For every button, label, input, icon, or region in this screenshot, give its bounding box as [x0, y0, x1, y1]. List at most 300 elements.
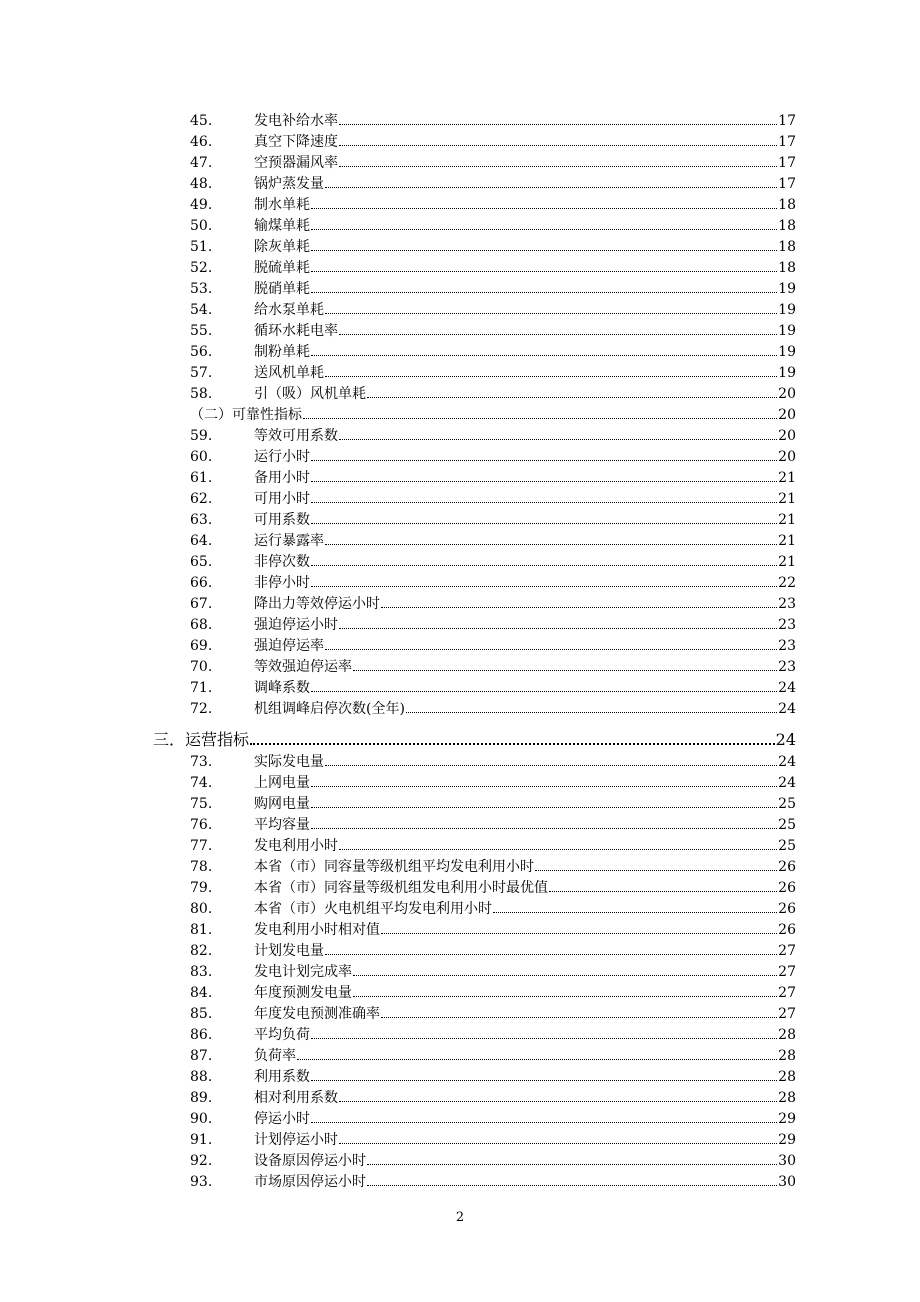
toc-dot-leader [367, 1164, 777, 1165]
toc-entry-title: 调峰系数 [254, 680, 310, 696]
toc-entry-page: 19 [778, 302, 796, 318]
toc-entry-title-wrap [254, 468, 778, 489]
toc-entry-page: 28 [778, 1048, 796, 1064]
toc-dot-leader [339, 628, 777, 629]
toc-entry-number: 50. [190, 218, 213, 234]
toc-dot-leader [311, 586, 777, 587]
toc-entry-number: 89. [190, 1090, 213, 1106]
toc-entry-page: 25 [778, 838, 796, 854]
toc-entry[interactable] [190, 279, 796, 300]
toc-entry[interactable] [190, 594, 796, 615]
toc-entry-title-wrap [254, 426, 778, 447]
toc-dot-leader [367, 397, 777, 398]
toc-entry-page: 23 [778, 659, 796, 675]
toc-entry-page: 23 [778, 617, 796, 633]
toc-subsection-heading[interactable] [190, 405, 796, 426]
toc-entry-page: 20 [778, 407, 796, 423]
toc-entry-title: 备用小时 [254, 470, 310, 486]
toc-entry-number: 57. [190, 365, 213, 381]
toc-entry-page: 19 [778, 365, 796, 381]
toc-entry-title-wrap [254, 836, 778, 857]
toc-entry-title-wrap [254, 573, 778, 594]
toc-entry[interactable] [190, 1004, 796, 1025]
toc-entry-title: 本省（市）火电机组平均发电利用小时 [254, 901, 492, 917]
toc-dot-leader [311, 502, 777, 503]
toc-entry-number: 49. [190, 197, 213, 213]
toc-entry-title: 引（吸）风机单耗 [254, 386, 366, 402]
toc-entry-title: 机组调峰启停次数(全年) [254, 701, 405, 717]
toc-entry-title: 平均容量 [254, 817, 310, 833]
toc-entry-page: 18 [778, 239, 796, 255]
toc-entry-page: 26 [778, 880, 796, 896]
toc-entry[interactable] [190, 815, 796, 836]
toc-dot-leader [339, 849, 777, 850]
toc-entry-number: 80. [190, 901, 213, 917]
toc-entry[interactable] [190, 1172, 796, 1193]
toc-entry-number: 87. [190, 1048, 213, 1064]
toc-entry-page: 20 [778, 428, 796, 444]
toc-entry-page: 26 [778, 922, 796, 938]
toc-entry[interactable] [190, 941, 796, 962]
toc-entry-title-wrap [254, 363, 778, 384]
toc-entry-number: 68. [190, 617, 213, 633]
toc-dot-leader [381, 607, 777, 608]
toc-entry-title-wrap [254, 941, 778, 962]
toc-entry-title-wrap [254, 899, 778, 920]
toc-entry-number: 61. [190, 470, 213, 486]
toc-entry-title: 脱硫单耗 [254, 260, 310, 276]
toc-entry-title-wrap [254, 794, 778, 815]
toc-entry-number: 93. [190, 1174, 213, 1190]
toc-entry-number: 77. [190, 838, 213, 854]
toc-dot-leader [311, 229, 777, 230]
toc-dot-leader [549, 891, 777, 892]
toc-entry-title: 发电利用小时相对值 [254, 922, 380, 938]
toc-entry-title: 上网电量 [254, 775, 310, 791]
toc-dot-leader [311, 1080, 777, 1081]
toc-entry-title: 给水泵单耗 [254, 302, 324, 318]
toc-entry-number: 54. [190, 302, 213, 318]
toc-entry-page: 21 [778, 491, 796, 507]
toc-entry-title: 年度发电预测准确率 [254, 1006, 380, 1022]
toc-entry[interactable] [190, 1109, 796, 1130]
toc-dot-leader [325, 765, 777, 766]
toc-dot-leader [339, 334, 777, 335]
toc-entry-title: 除灰单耗 [254, 239, 310, 255]
toc-entry-page: 26 [778, 859, 796, 875]
toc-entry-title-wrap [254, 815, 778, 836]
toc-dot-leader [325, 376, 777, 377]
toc-entry-title-wrap [254, 174, 778, 195]
toc-entry-title-wrap [153, 728, 776, 752]
toc-entry-number: 52. [190, 260, 213, 276]
toc-entry[interactable] [190, 132, 796, 153]
toc-entry-number: 67. [190, 596, 213, 612]
toc-entry-page: 24 [778, 680, 796, 696]
toc-dot-leader [406, 712, 777, 713]
toc-entry-number: 64. [190, 533, 213, 549]
toc-entry-title: 相对利用系数 [254, 1090, 338, 1106]
toc-entry-title-wrap [254, 342, 778, 363]
toc-entry-number: 55. [190, 323, 213, 339]
toc-entry[interactable] [190, 384, 796, 405]
toc-entry-title: 降出力等效停运小时 [254, 596, 380, 612]
toc-entry-title-wrap [254, 636, 778, 657]
toc-entry-title: 强迫停运率 [254, 638, 324, 654]
toc-entry[interactable] [190, 899, 796, 920]
toc-entry-number: 84. [190, 985, 213, 1001]
toc-entry-title: 等效强迫停运率 [254, 659, 352, 675]
toc-dot-leader [325, 544, 777, 545]
toc-entry-title: 强迫停运小时 [254, 617, 338, 633]
toc-entry-page: 28 [778, 1069, 796, 1085]
toc-entry-page: 24 [775, 730, 796, 749]
toc-dot-leader [303, 418, 777, 419]
toc-dot-leader [353, 996, 777, 997]
toc-entry-title: 发电利用小时 [254, 838, 338, 854]
toc-entry-number: 85. [190, 1006, 213, 1022]
toc-entry[interactable] [190, 752, 796, 773]
toc-entry-number: 45. [190, 113, 213, 129]
toc-entry-title: 购网电量 [254, 796, 310, 812]
toc-dot-leader [325, 313, 777, 314]
toc-entry-number: 74. [190, 775, 213, 791]
toc-entry-title-wrap [254, 552, 778, 573]
toc-entry-title: 计划停运小时 [254, 1132, 338, 1148]
toc-entry-number: 82. [190, 943, 213, 959]
toc-entry[interactable] [190, 678, 796, 699]
toc-entry-title: 实际发电量 [254, 754, 324, 770]
toc-entry[interactable] [190, 300, 796, 321]
toc-entry[interactable] [190, 573, 796, 594]
toc-entry-title-wrap [254, 447, 778, 468]
toc-entry-title-wrap [254, 531, 778, 552]
toc-dot-leader [535, 870, 777, 871]
toc-entry-page: 23 [778, 638, 796, 654]
toc-entry-title: 等效可用系数 [254, 428, 338, 444]
toc-entry-title-wrap [254, 216, 778, 237]
toc-entry-page: 24 [778, 775, 796, 791]
toc-entry-title-wrap [254, 300, 778, 321]
toc-entry[interactable] [190, 878, 796, 899]
toc-entry[interactable] [190, 510, 796, 531]
toc-dot-leader [325, 649, 777, 650]
toc-entry-number: 60. [190, 449, 213, 465]
toc-entry-number: 76. [190, 817, 213, 833]
toc-dot-leader [311, 1038, 777, 1039]
toc-entry-title: 设备原因停运小时 [254, 1153, 366, 1169]
toc-entry-page: 27 [778, 964, 796, 980]
toc-entry-page: 21 [778, 470, 796, 486]
toc-entry-number: 63. [190, 512, 213, 528]
toc-dot-leader [353, 975, 777, 976]
toc-entry-number: 47. [190, 155, 213, 171]
toc-entry-title-wrap [254, 111, 778, 132]
toc-entry-page: 18 [778, 197, 796, 213]
toc-dot-leader [311, 807, 777, 808]
toc-entry[interactable] [190, 216, 796, 237]
toc-entry-page: 17 [778, 134, 796, 150]
toc-entry[interactable] [190, 615, 796, 636]
toc-entry-page: 19 [778, 281, 796, 297]
toc-entry-number: 58. [190, 386, 213, 402]
toc-entry-title: 可用系数 [254, 512, 310, 528]
toc-section-heading[interactable] [153, 728, 796, 752]
toc-entry-title-wrap [254, 1046, 778, 1067]
toc-entry-title-wrap [254, 1004, 778, 1025]
toc-dot-leader [339, 439, 777, 440]
toc-entry-page: 25 [778, 796, 796, 812]
toc-entry[interactable] [190, 426, 796, 447]
toc-entry[interactable] [190, 447, 796, 468]
toc-entry-title: 发电计划完成率 [254, 964, 352, 980]
toc-entry-title-wrap [254, 384, 778, 405]
toc-dot-leader [311, 271, 777, 272]
toc-entry-title-wrap [254, 920, 778, 941]
toc-entry-title-wrap [254, 258, 778, 279]
toc-dot-leader [339, 166, 777, 167]
toc-entry-number: 62. [190, 491, 213, 507]
toc-entry-title: 运行小时 [254, 449, 310, 465]
toc-entry[interactable] [190, 1151, 796, 1172]
toc-entry-title-wrap [254, 773, 778, 794]
toc-dot-leader [339, 145, 777, 146]
toc-entry-title: 本省（市）同容量等级机组平均发电利用小时 [254, 859, 534, 875]
toc-entry[interactable] [190, 773, 796, 794]
toc-entry-title: （二）可靠性指标 [190, 407, 302, 423]
toc-entry-title-wrap [254, 510, 778, 531]
toc-entry-title-wrap [254, 489, 778, 510]
toc-dot-leader [311, 828, 777, 829]
toc-entry-page: 20 [778, 386, 796, 402]
toc-entry[interactable] [190, 1067, 796, 1088]
toc-entry-page: 30 [778, 1153, 796, 1169]
toc-entry-title-wrap [254, 321, 778, 342]
toc-entry[interactable] [190, 836, 796, 857]
toc-entry[interactable] [190, 920, 796, 941]
toc-entry-title-wrap [254, 752, 778, 773]
toc-entry-title: 非停小时 [254, 575, 310, 591]
toc-entry-title: 利用系数 [254, 1069, 310, 1085]
toc-dot-leader [297, 1059, 777, 1060]
toc-dot-leader [381, 933, 777, 934]
toc-entry[interactable] [190, 857, 796, 878]
toc-entry-page: 21 [778, 512, 796, 528]
toc-entry-page: 17 [778, 113, 796, 129]
toc-dot-leader [311, 481, 777, 482]
toc-entry-number: 79. [190, 880, 213, 896]
toc-entry[interactable] [190, 153, 796, 174]
toc-entry-page: 20 [778, 449, 796, 465]
toc-entry-page: 28 [778, 1090, 796, 1106]
toc-entry-number: 46. [190, 134, 213, 150]
toc-entry[interactable] [190, 983, 796, 1004]
toc-entry-number: 53. [190, 281, 213, 297]
toc-entry[interactable] [190, 321, 796, 342]
toc-entry-number: 70. [190, 659, 213, 675]
toc-entry-title-wrap [254, 1067, 778, 1088]
toc-entry[interactable] [190, 552, 796, 573]
toc-entry[interactable] [190, 174, 796, 195]
toc-entry[interactable] [190, 111, 796, 132]
toc-entry-number: 81. [190, 922, 213, 938]
toc-entry-number: 86. [190, 1027, 213, 1043]
toc-entry[interactable] [190, 699, 796, 720]
toc-entry[interactable] [190, 363, 796, 384]
toc-entry[interactable] [190, 237, 796, 258]
toc-entry-title: 循环水耗电率 [254, 323, 338, 339]
toc-entry-title: 可用小时 [254, 491, 310, 507]
toc-entry[interactable] [190, 468, 796, 489]
toc-entry-title: 本省（市）同容量等级机组发电利用小时最优值 [254, 880, 548, 896]
toc-entry-page: 29 [778, 1111, 796, 1127]
toc-entry[interactable] [190, 1130, 796, 1151]
toc-entry-page: 28 [778, 1027, 796, 1043]
toc-entry-title-wrap [254, 1109, 778, 1130]
toc-entry-page: 21 [778, 554, 796, 570]
toc-entry-title-wrap [254, 1025, 778, 1046]
toc-entry[interactable] [190, 489, 796, 510]
toc-entry-title-wrap [254, 657, 778, 678]
toc-entry-title: 计划发电量 [254, 943, 324, 959]
toc-entry-title-wrap [254, 962, 778, 983]
toc-entry[interactable] [190, 258, 796, 279]
toc-dot-leader [250, 743, 775, 745]
toc-entry-title-wrap [254, 594, 778, 615]
toc-entry-page: 18 [778, 218, 796, 234]
toc-entry-title-wrap [254, 237, 778, 258]
toc-dot-leader [311, 565, 777, 566]
toc-entry-title-wrap [254, 699, 778, 720]
toc-entry-title-wrap [254, 678, 778, 699]
toc-entry-number: 71. [190, 680, 213, 696]
toc-entry-title: 送风机单耗 [254, 365, 324, 381]
toc-entry[interactable] [190, 195, 796, 216]
toc-dot-leader [339, 1143, 777, 1144]
toc-entry-page: 27 [778, 943, 796, 959]
toc-entry[interactable] [190, 636, 796, 657]
toc-dot-leader [311, 208, 777, 209]
toc-entry-title: 运行暴露率 [254, 533, 324, 549]
toc-entry-number: 59. [190, 428, 213, 444]
toc-entry[interactable] [190, 531, 796, 552]
toc-entry-page: 25 [778, 817, 796, 833]
toc-entry-title: 年度预测发电量 [254, 985, 352, 1001]
toc-entry-title-wrap [254, 1151, 778, 1172]
toc-entry-number: 90. [190, 1111, 213, 1127]
toc-entry[interactable] [190, 962, 796, 983]
toc-entry-page: 29 [778, 1132, 796, 1148]
toc-entry-title-wrap [254, 132, 778, 153]
table-of-contents [0, 111, 920, 1193]
toc-entry-title: 制水单耗 [254, 197, 310, 213]
toc-entry-number: 65. [190, 554, 213, 570]
toc-entry-number: 78. [190, 859, 213, 875]
toc-dot-leader [325, 954, 777, 955]
toc-entry-title-wrap [254, 1130, 778, 1151]
toc-entry-page: 24 [778, 701, 796, 717]
toc-entry-title: 市场原因停运小时 [254, 1174, 366, 1190]
toc-entry-page: 26 [778, 901, 796, 917]
toc-dot-leader [311, 691, 777, 692]
toc-entry-title: 真空下降速度 [254, 134, 338, 150]
toc-entry-title-wrap [254, 878, 778, 899]
toc-dot-leader [311, 786, 777, 787]
toc-entry-title: 平均负荷 [254, 1027, 310, 1043]
toc-entry-title: 脱硝单耗 [254, 281, 310, 297]
toc-entry-title: 空预器漏风率 [254, 155, 338, 171]
toc-entry[interactable] [190, 657, 796, 678]
toc-entry-title-wrap [254, 153, 778, 174]
toc-entry-number: 69. [190, 638, 213, 654]
toc-entry[interactable] [190, 1088, 796, 1109]
toc-entry-number: 72. [190, 701, 213, 717]
toc-entry-title: 输煤单耗 [254, 218, 310, 234]
toc-dot-leader [311, 460, 777, 461]
toc-entry-title: 停运小时 [254, 1111, 310, 1127]
toc-dot-leader [353, 670, 777, 671]
toc-entry-title: 负荷率 [254, 1048, 296, 1064]
toc-entry-page: 24 [778, 754, 796, 770]
toc-dot-leader [311, 1122, 777, 1123]
toc-dot-leader [311, 523, 777, 524]
toc-entry-title: 锅炉蒸发量 [254, 176, 324, 192]
toc-entry-title: 发电补给水率 [254, 113, 338, 129]
toc-entry[interactable] [190, 342, 796, 363]
toc-entry-page: 27 [778, 1006, 796, 1022]
toc-entry-title-wrap [254, 1088, 778, 1109]
toc-entry-title: 三．运营指标 [153, 730, 250, 749]
toc-entry-number: 88. [190, 1069, 213, 1085]
toc-dot-leader [339, 1101, 777, 1102]
toc-entry-page: 19 [778, 323, 796, 339]
toc-entry-title-wrap [254, 195, 778, 216]
toc-dot-leader [339, 124, 777, 125]
toc-dot-leader [311, 292, 777, 293]
toc-entry[interactable] [190, 1025, 796, 1046]
toc-dot-leader [367, 1185, 777, 1186]
toc-entry-title-wrap [254, 857, 778, 878]
toc-entry-title: 制粉单耗 [254, 344, 310, 360]
toc-entry-number: 83. [190, 964, 213, 980]
toc-entry-page: 21 [778, 533, 796, 549]
toc-entry-page: 27 [778, 985, 796, 1001]
page-number: 2 [455, 1210, 465, 1225]
toc-entry-number: 51. [190, 239, 213, 255]
toc-entry-title-wrap [254, 615, 778, 636]
toc-entry-number: 75. [190, 796, 213, 812]
toc-entry-page: 17 [778, 155, 796, 171]
toc-entry-title-wrap [254, 1172, 778, 1193]
toc-entry-page: 17 [778, 176, 796, 192]
toc-entry[interactable] [190, 794, 796, 815]
toc-entry-title-wrap [254, 279, 778, 300]
toc-entry-number: 48. [190, 176, 213, 192]
toc-dot-leader [493, 912, 777, 913]
toc-entry-number: 56. [190, 344, 213, 360]
toc-entry-page: 19 [778, 344, 796, 360]
toc-entry-number: 91. [190, 1132, 213, 1148]
toc-dot-leader [325, 187, 777, 188]
toc-entry-page: 18 [778, 260, 796, 276]
toc-entry-number: 92. [190, 1153, 213, 1169]
toc-dot-leader [311, 355, 777, 356]
toc-entry-page: 30 [778, 1174, 796, 1190]
toc-dot-leader [381, 1017, 777, 1018]
toc-entry[interactable] [190, 1046, 796, 1067]
toc-entry-page: 22 [778, 575, 796, 591]
toc-entry-title: 非停次数 [254, 554, 310, 570]
